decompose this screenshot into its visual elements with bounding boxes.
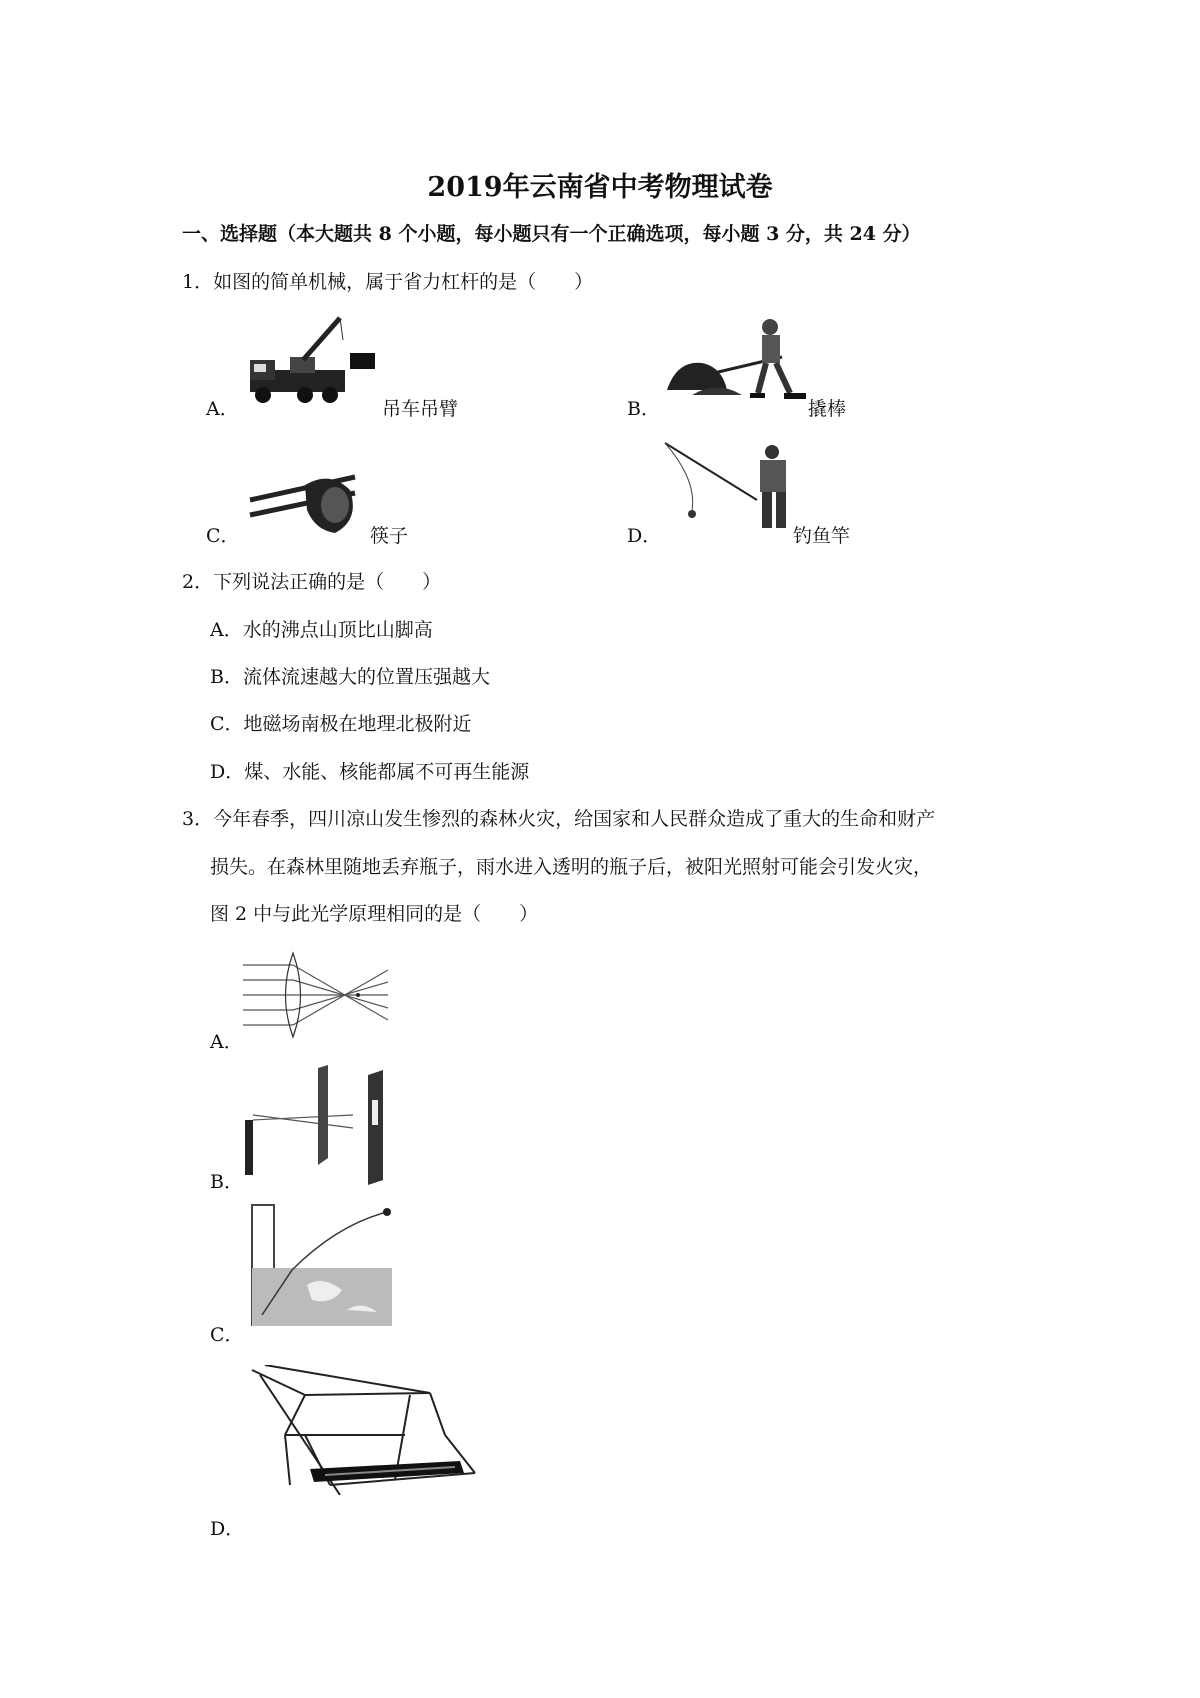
q3-option-d: D．: [210, 1518, 245, 1540]
question-1-stem: 1．如图的简单机械，属于省力杠杆的是（ ）: [182, 271, 594, 293]
question-2-stem: 2．下列说法正确的是（ ）: [182, 571, 442, 593]
section-heading: 一、选择题（本大题共 8 个小题，每小题只有一个正确选项，每小题 3 分，共 24 分）: [182, 223, 921, 245]
question-3-stem-line-1: 3．今年春季，四川凉山发生惨烈的森林火灾，给国家和人民群众造成了重大的生命和财产: [182, 808, 936, 830]
refraction-water-diagram: [247, 1200, 397, 1330]
page-title: 2019年云南省中考物理试卷: [427, 172, 773, 203]
q1-option-c-letter: C．: [206, 525, 240, 547]
question-3-stem-line-3: 图 2 中与此光学原理相同的是（ ）: [210, 903, 539, 925]
q3-option-c: C．: [210, 1324, 244, 1346]
q1-option-b-letter: B．: [627, 398, 660, 420]
q1-option-a-caption: 吊车吊臂: [382, 398, 459, 420]
q1-option-c-caption: 筷子: [370, 525, 409, 547]
q2-option-a: A．水的沸点山顶比山脚高: [210, 619, 433, 641]
q3-option-b: B．: [210, 1171, 243, 1193]
fishing-rod-image: [662, 440, 802, 540]
convex-lens-diagram: [243, 950, 393, 1040]
q1-option-d-caption: 钓鱼竿: [793, 525, 851, 547]
pinhole-imaging-diagram: [243, 1060, 393, 1185]
crowbar-worker-image: [662, 315, 812, 410]
q2-option-b: B．流体流速越大的位置压强越大: [210, 666, 490, 688]
periscope-reflection-diagram: [250, 1365, 490, 1495]
crane-truck-image: [245, 315, 380, 410]
q2-option-d: D．煤、水能、核能都属不可再生能源: [210, 761, 530, 783]
q3-option-a: A．: [210, 1031, 243, 1053]
q1-option-a-letter: A．: [206, 398, 239, 420]
question-3-stem-line-2: 损失。在森林里随地丢弃瓶子，雨水进入透明的瓶子后，被阳光照射可能会引发火灾，: [210, 856, 933, 878]
q1-option-d-letter: D．: [627, 525, 662, 547]
q1-option-b-caption: 撬棒: [808, 398, 847, 420]
q2-option-c: C．地磁场南极在地理北极附近: [210, 713, 472, 735]
